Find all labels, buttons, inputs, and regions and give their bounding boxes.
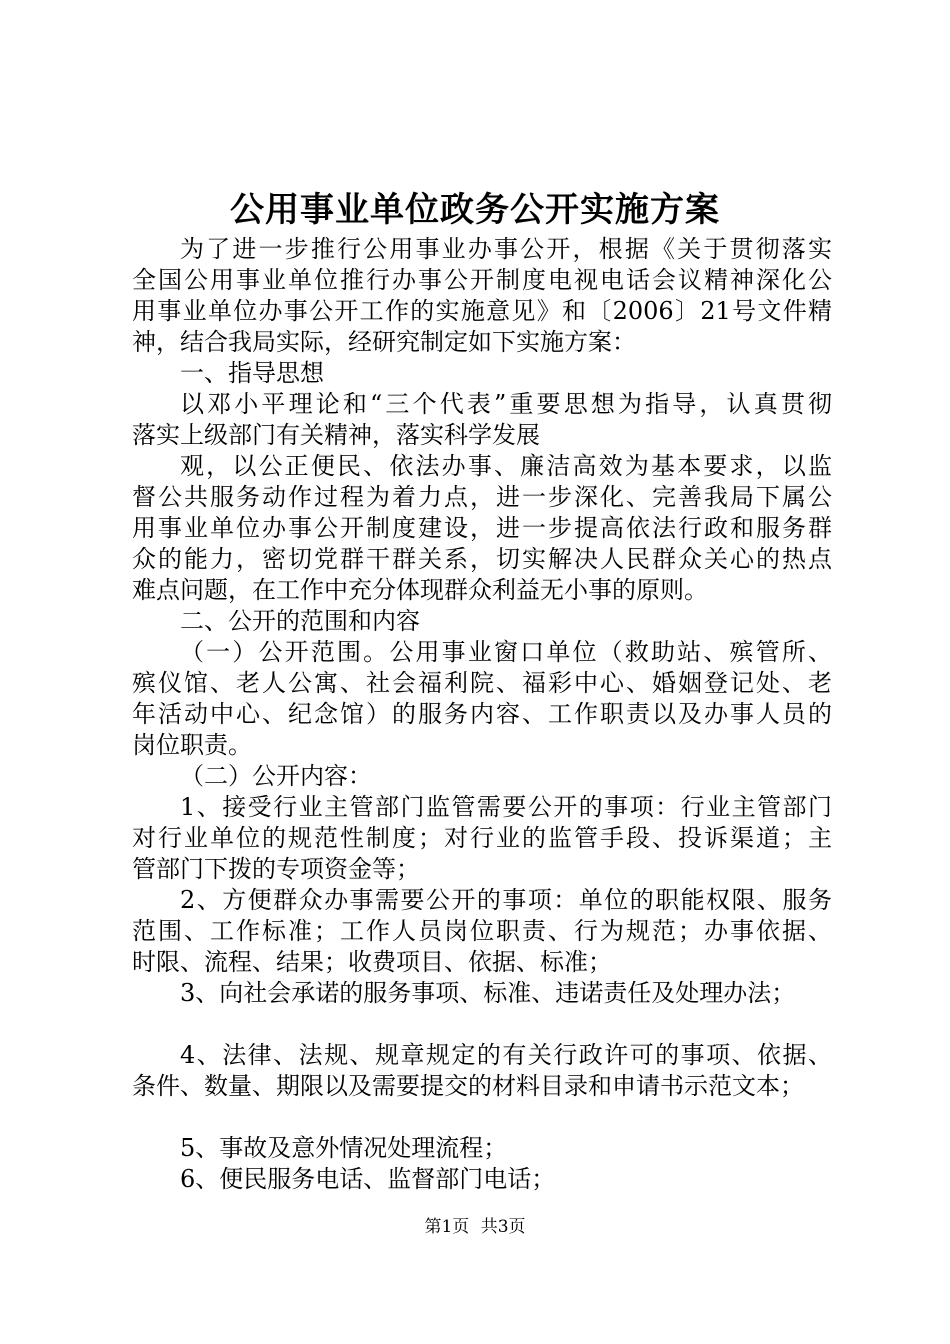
list-item-line: 管部门下拨的专项资金等； bbox=[132, 855, 420, 883]
page-total: 共3页 bbox=[480, 1217, 526, 1237]
paragraph-line: 用事业单位办事公开工作的实施意见》和〔2006〕21号文件精 bbox=[132, 297, 832, 325]
paragraph-line: 岗位职责。 bbox=[132, 731, 252, 759]
paragraph-line: 全国公用事业单位推行办事公开制度电视电话会议精神深化公 bbox=[132, 266, 832, 294]
paragraph-line: 落实上级部门有关精神，落实科学发展 bbox=[132, 421, 540, 449]
section-heading: 一、指导思想 bbox=[180, 359, 324, 387]
paragraph-line: 众的能力，密切党群干群关系，切实解决人民群众关心的热点 bbox=[132, 545, 832, 573]
paragraph-line: 以邓小平理论和“三个代表”重要思想为指导，认真贯彻 bbox=[180, 390, 832, 418]
document-title: 公用事业单位政务公开实施方案 bbox=[230, 190, 720, 230]
paragraph-line: 年活动中心、纪念馆）的服务内容、工作职责以及办事人员的 bbox=[132, 700, 832, 728]
paragraph-line: 用事业单位办事公开制度建设，进一步提高依法行政和服务群 bbox=[132, 514, 832, 542]
list-item-line: 5、事故及意外情况处理流程； bbox=[180, 1134, 508, 1162]
paragraph-line: 观，以公正便民、依法办事、廉洁高效为基本要求，以监 bbox=[180, 452, 832, 480]
list-item-line: 范围、工作标准；工作人员岗位职责、行为规范；办事依据、 bbox=[132, 917, 832, 945]
paragraph-line: 为了进一步推行公用事业办事公开，根据《关于贯彻落实 bbox=[180, 235, 832, 263]
paragraph-line: 神，结合我局实际，经研究制定如下实施方案： bbox=[132, 328, 636, 356]
page-footer bbox=[0, 1216, 950, 1238]
list-item-line: 对行业单位的规范性制度；对行业的监管手段、投诉渠道；主 bbox=[132, 824, 832, 852]
list-item-line: 1、接受行业主管部门监管需要公开的事项：行业主管部门 bbox=[180, 793, 832, 821]
list-item-line: 2、方便群众办事需要公开的事项：单位的职能权限、服务 bbox=[180, 886, 832, 914]
page-number: 第1页 bbox=[424, 1217, 470, 1237]
paragraph-line: （一）公开范围。公用事业窗口单位（救助站、殡管所、 bbox=[180, 638, 832, 666]
list-item-line: 条件、数量、期限以及需要提交的材料目录和申请书示范文本； bbox=[132, 1072, 804, 1100]
subsection-heading: （二）公开内容： bbox=[180, 762, 372, 790]
list-item-line: 3、向社会承诺的服务事项、标准、违诺责任及处理办法； bbox=[180, 979, 796, 1007]
paragraph-line: 督公共服务动作过程为着力点，进一步深化、完善我局下属公 bbox=[132, 483, 832, 511]
list-item-line: 时限、流程、结果；收费项目、依据、标准； bbox=[132, 948, 612, 976]
paragraph-line: 殡仪馆、老人公寓、社会福利院、福彩中心、婚姻登记处、老 bbox=[132, 669, 832, 697]
blank-line bbox=[132, 1102, 832, 1133]
blank-line bbox=[132, 1009, 832, 1040]
document-body bbox=[132, 234, 832, 1195]
section-heading: 二、公开的范围和内容 bbox=[180, 607, 420, 635]
list-item-line: 6、便民服务电话、监督部门电话； bbox=[180, 1165, 556, 1193]
paragraph-line: 难点问题，在工作中充分体现群众利益无小事的原则。 bbox=[132, 576, 708, 604]
list-item-line: 4、法律、法规、规章规定的有关行政许可的事项、依据、 bbox=[180, 1041, 832, 1069]
